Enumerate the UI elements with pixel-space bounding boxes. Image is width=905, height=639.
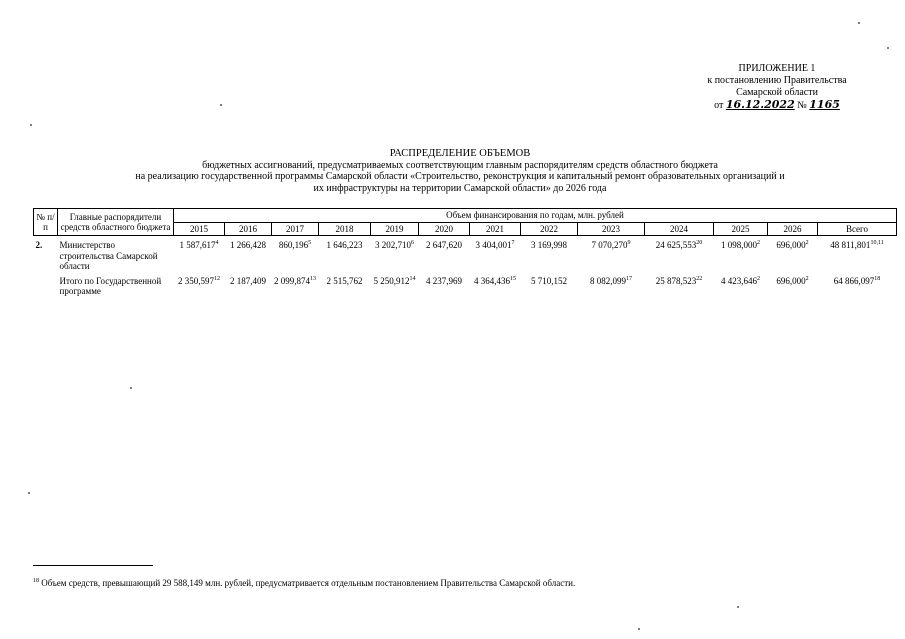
cell-footnote-mark: 13 [310,275,316,282]
decree-date: 16.12.2022 [725,98,795,111]
cell-footnote-mark: 15 [510,275,516,282]
title-line-1: бюджетных ассигнований, предусматриваемых соответствующим главным распорядителям средств областного бюджета [202,159,718,171]
header-funding: Объем финансирования по годам, млн. рублей [174,209,897,223]
number-prefix: № [797,100,807,111]
scan-speck [887,47,889,49]
value-cell [272,236,319,272]
cell-footnote-mark: 9 [627,240,631,246]
scan-speck [130,387,132,389]
value-cell [319,272,371,297]
value-cell [174,272,225,297]
cell-footnote-mark: 12 [214,275,220,282]
cell-value: 1 098,000 [721,240,757,250]
title-main: РАСПРЕДЕЛЕНИЕ ОБЪЕМОВ [389,148,531,159]
value-cell [174,236,225,272]
footnote [33,578,575,589]
cell-value: 3 404,001 [475,240,512,250]
header-year: 2022 [521,222,578,236]
value-cell [578,272,645,297]
header-number: № п/п [34,209,58,236]
value-cell [225,236,272,272]
scan-speck [30,124,32,126]
header-year: 2024 [645,222,714,236]
value-cell [419,272,470,297]
scan-speck [638,628,640,630]
cell-value: 860,196 [278,240,309,250]
title-line-2: на реализацию государственной программы Самарской области «Строительство, реконструкция и капитальный ремонт образовательных организаций и [135,171,785,182]
cell-value: 1 646,223 [326,240,363,250]
scan-speck [858,22,860,24]
header-year: 2026 [768,222,818,236]
cell-value: 4 364,436 [474,275,510,286]
cell-value: 5 250,912 [373,275,410,286]
cell-value: 25 878,523 [655,275,697,286]
value-cell [470,272,521,297]
cell-footnote-mark: 14 [409,275,416,282]
value-cell [521,272,578,297]
cell-value: 24 625,553 [655,240,697,250]
cell-value: 4 237,969 [426,275,462,286]
scan-speck [220,104,222,106]
value-cell [714,272,768,297]
cell-value: 696,000 [776,240,806,250]
value-cell [645,272,714,297]
value-cell [371,236,419,272]
cell-value: 2 187,409 [230,275,266,286]
value-cell [768,272,818,297]
cell-footnote-mark: 22 [696,275,703,282]
title-line-3: их инфраструктуры на территории Самарской области» до 2026 года [313,182,607,194]
appendix-line-1: к постановлению Правительства [707,75,847,86]
appendix-line-2: Самарской области [736,87,818,98]
cell-value: 3 202,710 [375,240,411,250]
cell-footnote-mark: 2 [757,275,760,282]
header-year: 2015 [174,222,225,236]
value-cell [272,272,319,297]
value-cell [578,236,645,272]
header-year: 2025 [714,222,768,236]
cell-value: 1 266,428 [230,240,266,250]
appendix-title: ПРИЛОЖЕНИЕ 1 [738,63,816,74]
cell-footnote-mark: 2 [805,240,809,246]
scan-speck [737,606,739,608]
cell-value: 2 350,597 [178,275,214,286]
cell-value: 4 423,646 [721,275,757,286]
cell-footnote-mark: 7 [511,240,515,246]
value-cell [225,272,272,297]
header-year: 2020 [419,222,470,236]
cell-value: 696,000 [776,275,806,286]
table-row [34,236,897,272]
value-cell [818,236,897,272]
value-cell [470,236,521,272]
header-year: 2018 [319,222,371,236]
cell-footnote-mark: 4 [215,240,219,246]
header-year: 2023 [578,222,645,236]
value-cell [818,272,897,297]
row-number: 2. [35,240,43,250]
value-cell [714,236,768,272]
cell-value: 3 169,998 [531,240,567,250]
value-cell [371,272,419,297]
cell-value: 2 515,762 [326,275,363,286]
appendix-block [682,63,872,112]
document-title [60,148,860,194]
decree-number: 1165 [809,98,840,111]
value-cell [319,236,371,272]
cell-footnote-mark: 10,11 [870,240,884,246]
cell-value: 48 811,801 [830,240,871,250]
cell-footnote-mark: 17 [626,275,632,282]
footnote-separator [33,565,153,566]
cell-value: 2 647,620 [426,240,462,250]
cell-footnote-mark: 18 [874,275,881,282]
cell-value: 7 070,270 [591,240,628,250]
distributor-name: Министерство строительства Самарской области [59,240,158,271]
header-distributor: Главные распорядители средств областного бюджета [58,209,174,236]
appendix-date-line [682,99,872,112]
cell-footnote-mark: 5 [308,240,312,246]
cell-value: 5 710,152 [531,275,567,286]
footnote-mark: 18 [33,578,39,584]
date-prefix: от [714,100,724,111]
header-year: 2021 [470,222,521,236]
cell-footnote-mark: 2 [805,275,809,282]
cell-footnote-mark: 6 [411,240,414,246]
value-cell [645,236,714,272]
scan-speck [28,492,30,494]
table-row [34,272,897,297]
cell-value: 2 099,874 [274,275,310,286]
cell-footnote-mark: 20 [696,240,703,246]
value-cell [419,236,470,272]
distributor-name: Итого по Государственной программе [59,275,162,296]
cell-value: 8 082,099 [590,275,626,286]
cell-value: 64 866,097 [833,275,875,286]
header-year: 2016 [225,222,272,236]
funding-table [33,208,897,297]
header-year: Всего [818,222,897,236]
header-year: 2019 [371,222,419,236]
cell-value: 1 587,617 [179,240,216,250]
cell-footnote-mark: 2 [757,240,760,246]
row-number [34,272,58,297]
footnote-text: Объем средств, превышающий 29 588,149 млн. рублей, предусматривается отдельным постановлением Правительства Самарской области. [39,578,576,588]
header-year: 2017 [272,222,319,236]
value-cell [768,236,818,272]
value-cell [521,236,578,272]
